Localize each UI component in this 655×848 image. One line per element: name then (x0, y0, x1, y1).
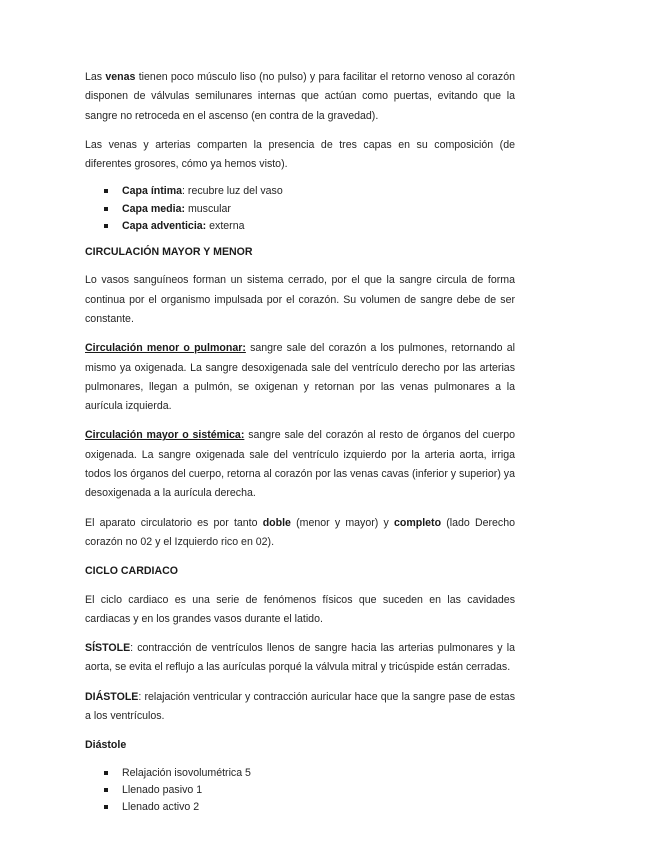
list-item: Capa adventicia: externa (85, 218, 515, 235)
vasos-paragraph: Lo vasos sanguíneos forman un sistema cerrado, por el que la sangre circula de forma continua por el organismo impulsada por el corazón. Su volumen de sangre debe de ser constante. (85, 274, 515, 325)
diastole-paragraph: DIÁSTOLE: relajación ventricular y contracción auricular hace que la sangre pase de estas a los ventrículos. (85, 690, 515, 723)
capas-intro-paragraph: Las venas y arterias comparten la presencia de tres capas en su composición (de diferentes grosores, cómo ya hemos visto). (85, 138, 515, 171)
bullet-icon (104, 224, 108, 228)
diastole-heading: Diástole (85, 739, 127, 752)
aparato-paragraph: El aparato circulatorio es por tanto doble (menor y mayor) y completo (lado Derecho corazón no 02 y el Izquierdo rico en 02). (85, 516, 515, 548)
diastole-list (85, 765, 515, 817)
circulacion-menor-paragraph: Circulación menor o pulmonar: sangre sale del corazón a los pulmones, retornando al mismo ya oxigenada. La sangre desoxigenada sale del ventrículo derecho por las arterias pulmonares, llegan a pulmón, se oxigenan y retornan por las venas pulmonares a la aurícula izquierda. (85, 342, 515, 413)
list-item: Llenado pasivo 1 (85, 782, 515, 799)
bullet-icon (104, 207, 108, 211)
ciclo-heading: CICLO CARDIACO (85, 565, 178, 578)
circulacion-heading: CIRCULACIÓN MAYOR Y MENOR (85, 246, 253, 259)
bullet-icon (104, 805, 108, 809)
ciclo-paragraph: El ciclo cardiaco es una serie de fenómenos físicos que suceden en las cavidades cardiacas y en los grandes vasos durante el latido. (85, 593, 515, 625)
venas-paragraph: Las venas tienen poco músculo liso (no pulso) y para facilitar el retorno venoso al corazón disponen de válvulas semilunares internas que actúan como puertas, evitando que la sangre no retroceda en el ascenso (en contra de la gravedad). (85, 71, 515, 122)
list-item: Capa media: muscular (85, 201, 515, 218)
list-item: Relajación isovolumétrica 5 (85, 765, 515, 782)
layers-list (85, 183, 515, 235)
list-item: Capa íntima: recubre luz del vaso (85, 183, 515, 200)
venas-term: venas (105, 71, 136, 83)
circulacion-mayor-paragraph: Circulación mayor o sistémica: sangre sale del corazón al resto de órganos del cuerpo oxigenada. La sangre oxigenada sale del ventrículo izquierdo por la arteria aorta, irriga todos los órganos del cuerpo, retorna al corazón por las venas cavas (inferior y superior) ya desoxigenada a la aurícula derecha. (85, 429, 515, 500)
bullet-icon (104, 788, 108, 792)
sistole-paragraph: SÍSTOLE: contracción de ventrículos llenos de sangre hacia las arterias pulmonares y la aorta, se evita el reflujo a las aurículas porqué la válvula mitral y tricúspide están cerradas. (85, 642, 515, 674)
list-item: Llenado activo 2 (85, 799, 515, 816)
bullet-icon (104, 771, 108, 775)
bullet-icon (104, 189, 108, 193)
document-page (85, 68, 515, 824)
